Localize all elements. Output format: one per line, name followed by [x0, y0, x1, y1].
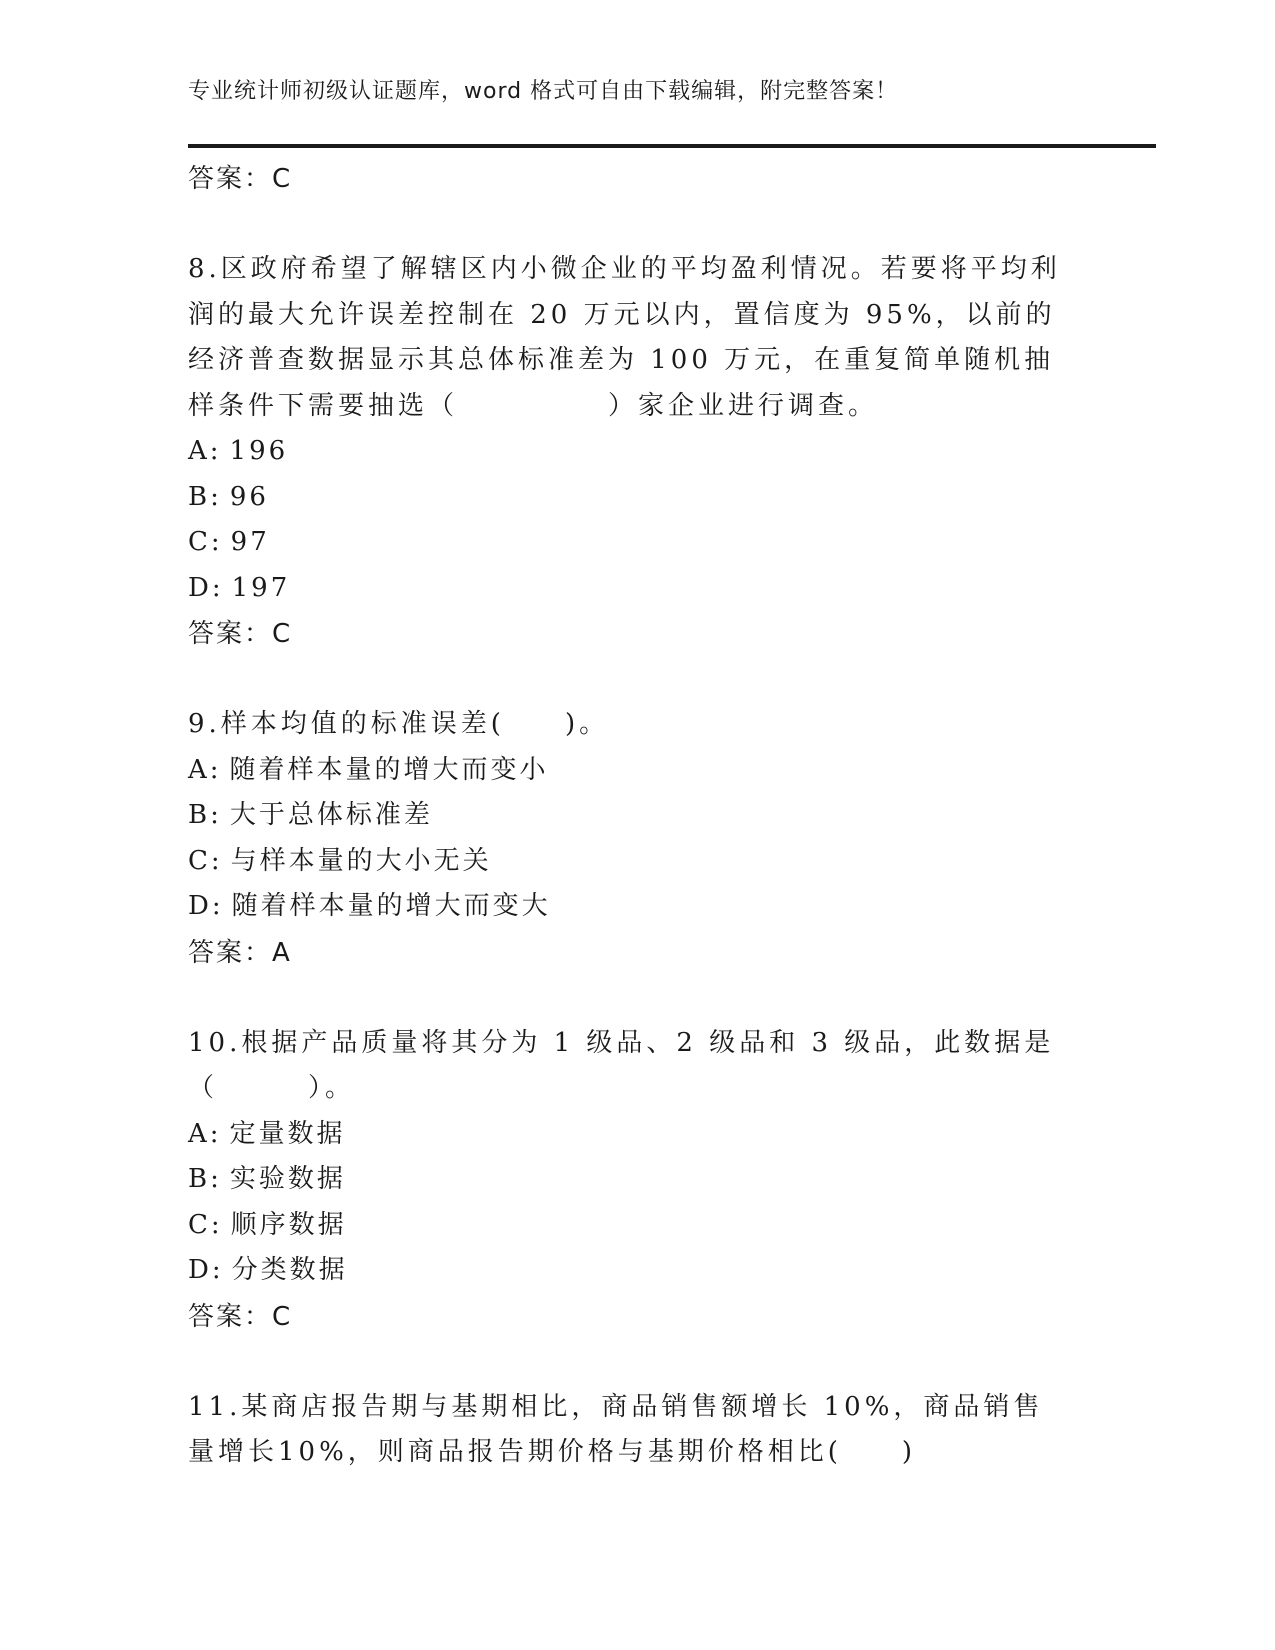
option-b [188, 793, 1068, 839]
option-text: 定量数据 [229, 1118, 346, 1149]
option-text: 197 [231, 572, 291, 603]
answer-label: 答案： [188, 1301, 273, 1332]
answer-value: C [272, 619, 291, 649]
question-stem: 11.某商店报告期与基期相比，商品销售额增长 10%，商品销售量增长10%，则商品报告期价格与基期价格相比( ) [188, 1391, 1044, 1467]
option-d [188, 1248, 1068, 1294]
option-key: A: [188, 1118, 222, 1149]
option-c [188, 520, 1068, 566]
question-stem: 10.根据产品质量将其分为 1 级品、2 级品和 3 级品，此数据是（ ）。 [188, 1027, 1055, 1103]
question-block [188, 247, 1068, 657]
document-body [188, 156, 1068, 1476]
question-block [188, 702, 1068, 976]
question-stem: 8.区政府希望了解辖区内小微企业的平均盈利情况。若要将平均利润的最大允许误差控制在 20 万元以内，置信度为 95%，以前的经济普查数据显示其总体标准差为 100 万元，在重复简单随机抽样条件下需要抽选（ ）家企业进行调查。 [188, 254, 1061, 421]
option-key: A: [188, 754, 222, 785]
answer-value: C [272, 164, 291, 194]
option-key: C: [188, 527, 223, 557]
option-a [188, 429, 1068, 475]
option-d [188, 566, 1068, 612]
option-d [188, 884, 1068, 930]
answer-line [188, 156, 1068, 202]
option-text: 大于总体标准差 [229, 800, 433, 830]
answer-label: 答案： [188, 164, 273, 194]
answer-line [188, 1294, 1068, 1340]
question-stem: 9.样本均值的标准误差( )。 [188, 709, 610, 739]
option-key: C: [188, 1209, 223, 1240]
option-text: 分类数据 [231, 1255, 348, 1285]
option-b [188, 475, 1068, 521]
answer-label: 答案： [188, 937, 273, 968]
option-text: 顺序数据 [230, 1209, 347, 1240]
option-key: D: [188, 891, 224, 921]
answer-value: C [272, 1301, 291, 1332]
option-key: C: [188, 845, 223, 876]
option-key: B: [188, 1164, 222, 1194]
question-block [188, 1385, 1068, 1476]
option-key: B: [188, 481, 222, 512]
header-divider [188, 144, 1156, 148]
question-block [188, 1021, 1068, 1340]
answer-line [188, 611, 1068, 657]
option-text: 随着样本量的增大而变大 [231, 891, 551, 921]
option-key: D: [188, 1255, 224, 1285]
option-text: 实验数据 [229, 1164, 346, 1194]
answer-label: 答案： [188, 619, 273, 649]
option-c [188, 839, 1068, 885]
page-header: 专业统计师初级认证题库，word 格式可自由下载编辑，附完整答案！ [188, 79, 899, 104]
option-text: 97 [230, 527, 270, 557]
option-text: 随着样本量的增大而变小 [229, 754, 549, 785]
option-c [188, 1203, 1068, 1249]
option-a [188, 748, 1068, 794]
option-b [188, 1157, 1068, 1203]
option-key: B: [188, 800, 222, 830]
answer-value: A [272, 937, 290, 968]
option-a [188, 1112, 1068, 1158]
option-text: 196 [229, 436, 289, 466]
option-key: A: [188, 436, 222, 466]
option-key: D: [188, 572, 224, 603]
option-text: 与样本量的大小无关 [230, 845, 492, 876]
option-text: 96 [229, 481, 269, 512]
answer-line [188, 930, 1068, 976]
